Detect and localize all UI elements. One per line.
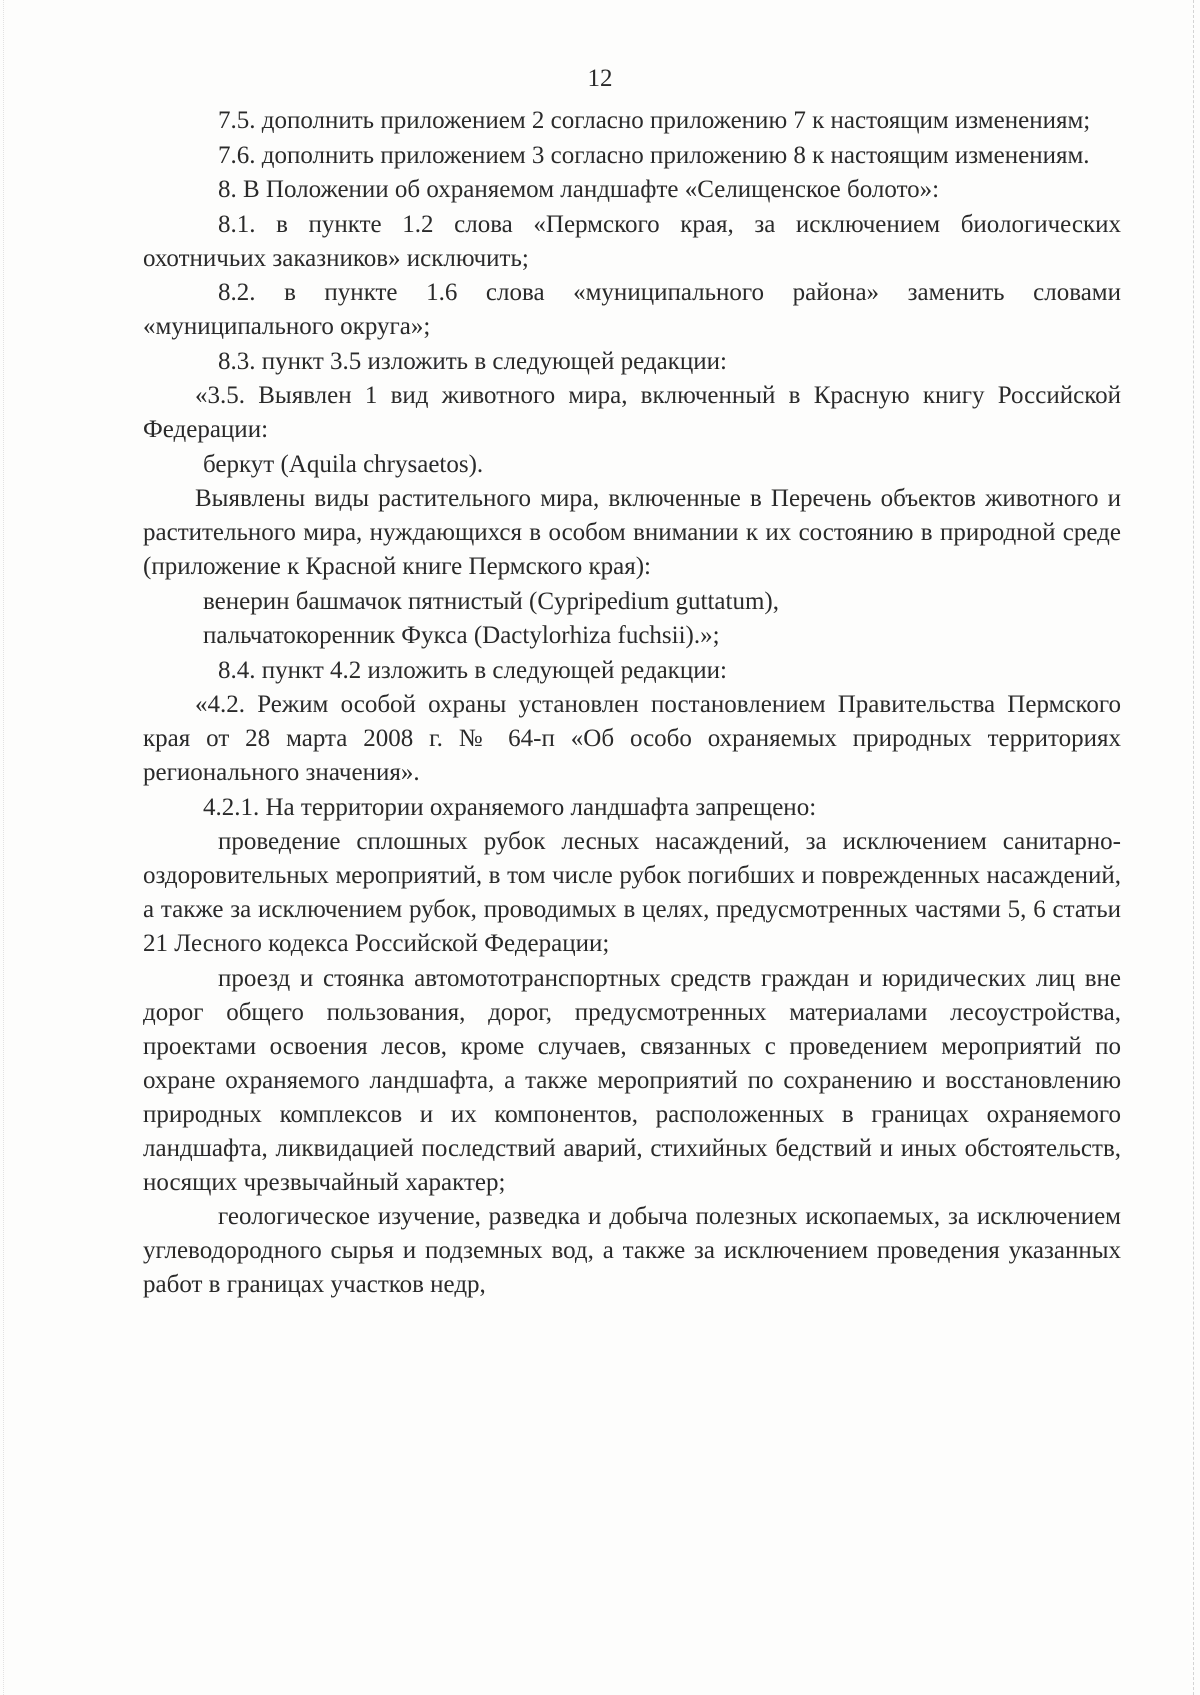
paragraph-8-4: 8.4. пункт 4.2 изложить в следующей редакции: <box>218 656 727 684</box>
document-body <box>143 104 1121 1303</box>
paragraph-8-2: 8.2. в пункте 1.6 слова «муниципального района» заменить словами «муниципального округа»; <box>143 279 1121 340</box>
paragraph-3-5: «3.5. Выявлен 1 вид животного мира, включенный в Красную книгу Российской Федерации: <box>143 382 1121 443</box>
scan-edge-right <box>1192 0 1194 1695</box>
paragraph-8-3: 8.3. пункт 3.5 изложить в следующей редакции: <box>218 347 727 375</box>
paragraph-8-1: 8.1. в пункте 1.2 слова «Пермского края, за исключением биологических охотничьих заказников» исключить; <box>143 210 1121 272</box>
paragraph-plant-species: Выявлены виды растительного мира, включенные в Перечень объектов животного и растительного мира, нуждающихся в особом внимании к их состоянию в природной среде (приложение к Красной книге Пермского края): <box>143 485 1121 580</box>
species-golden-eagle: беркут (Aquila chrysaetos). <box>203 450 484 478</box>
paragraph-clear-cutting: проведение сплошных рубок лесных насаждений, за исключением санитарно-оздоровительных мероприятий, в том числе рубок погибших и поврежденных насаждений, а также за исключением рубок, проводимых в целях, предусмотренных частями 5, 6 статьи 21 Лесного кодекса Российской Федерации; <box>143 828 1121 957</box>
species-dactylorhiza: пальчатокоренник Фукса (Dactylorhiza fuchsii).»; <box>203 622 720 649</box>
page-number: 12 <box>587 65 613 92</box>
scan-edge-left <box>3 0 5 1695</box>
paragraph-8: 8. В Положении об охраняемом ландшафте «Селищенское болото»: <box>218 176 940 203</box>
paragraph-7-6: 7.6. дополнить приложением 3 согласно приложению 8 к настоящим изменениям. <box>218 141 1090 169</box>
paragraph-4-2-1: 4.2.1. На территории охраняемого ландшафта запрещено: <box>203 793 817 821</box>
paragraph-4-2: «4.2. Режим особой охраны установлен постановлением Правительства Пермского края от 28 марта 2008 г. № 64-п «Об особо охраняемых природных территориях регионального значения». <box>143 691 1121 786</box>
species-cypripedium: венерин башмачок пятнистый (Cypripedium guttatum), <box>203 587 779 615</box>
paragraph-vehicle-access: проезд и стоянка автомототранспортных средств граждан и юридических лиц вне дорог общего пользования, дорог, предусмотренных материалами лесоустройства, проектами освоения лесов, кроме случаев, связанных с проведением мероприятий по охране охраняемого ландшафта, а также мероприятий по сохранению и восстановлению природных комплексов и их компонентов, расположенных в границах охраняемого ландшафта, ликвидацией последствий аварий, стихийных бедствий и иных обстоятельств, носящих чрезвычайный характер; <box>143 964 1121 1196</box>
paragraph-7-5: 7.5. дополнить приложением 2 согласно приложению 7 к настоящим изменениям; <box>218 107 1091 134</box>
paragraph-geological-study: геологическое изучение, разведка и добыча полезных ископаемых, за исключением углеводородного сырья и подземных вод, а также за исключением проведения указанных работ в границах участков недр, <box>143 1203 1121 1298</box>
